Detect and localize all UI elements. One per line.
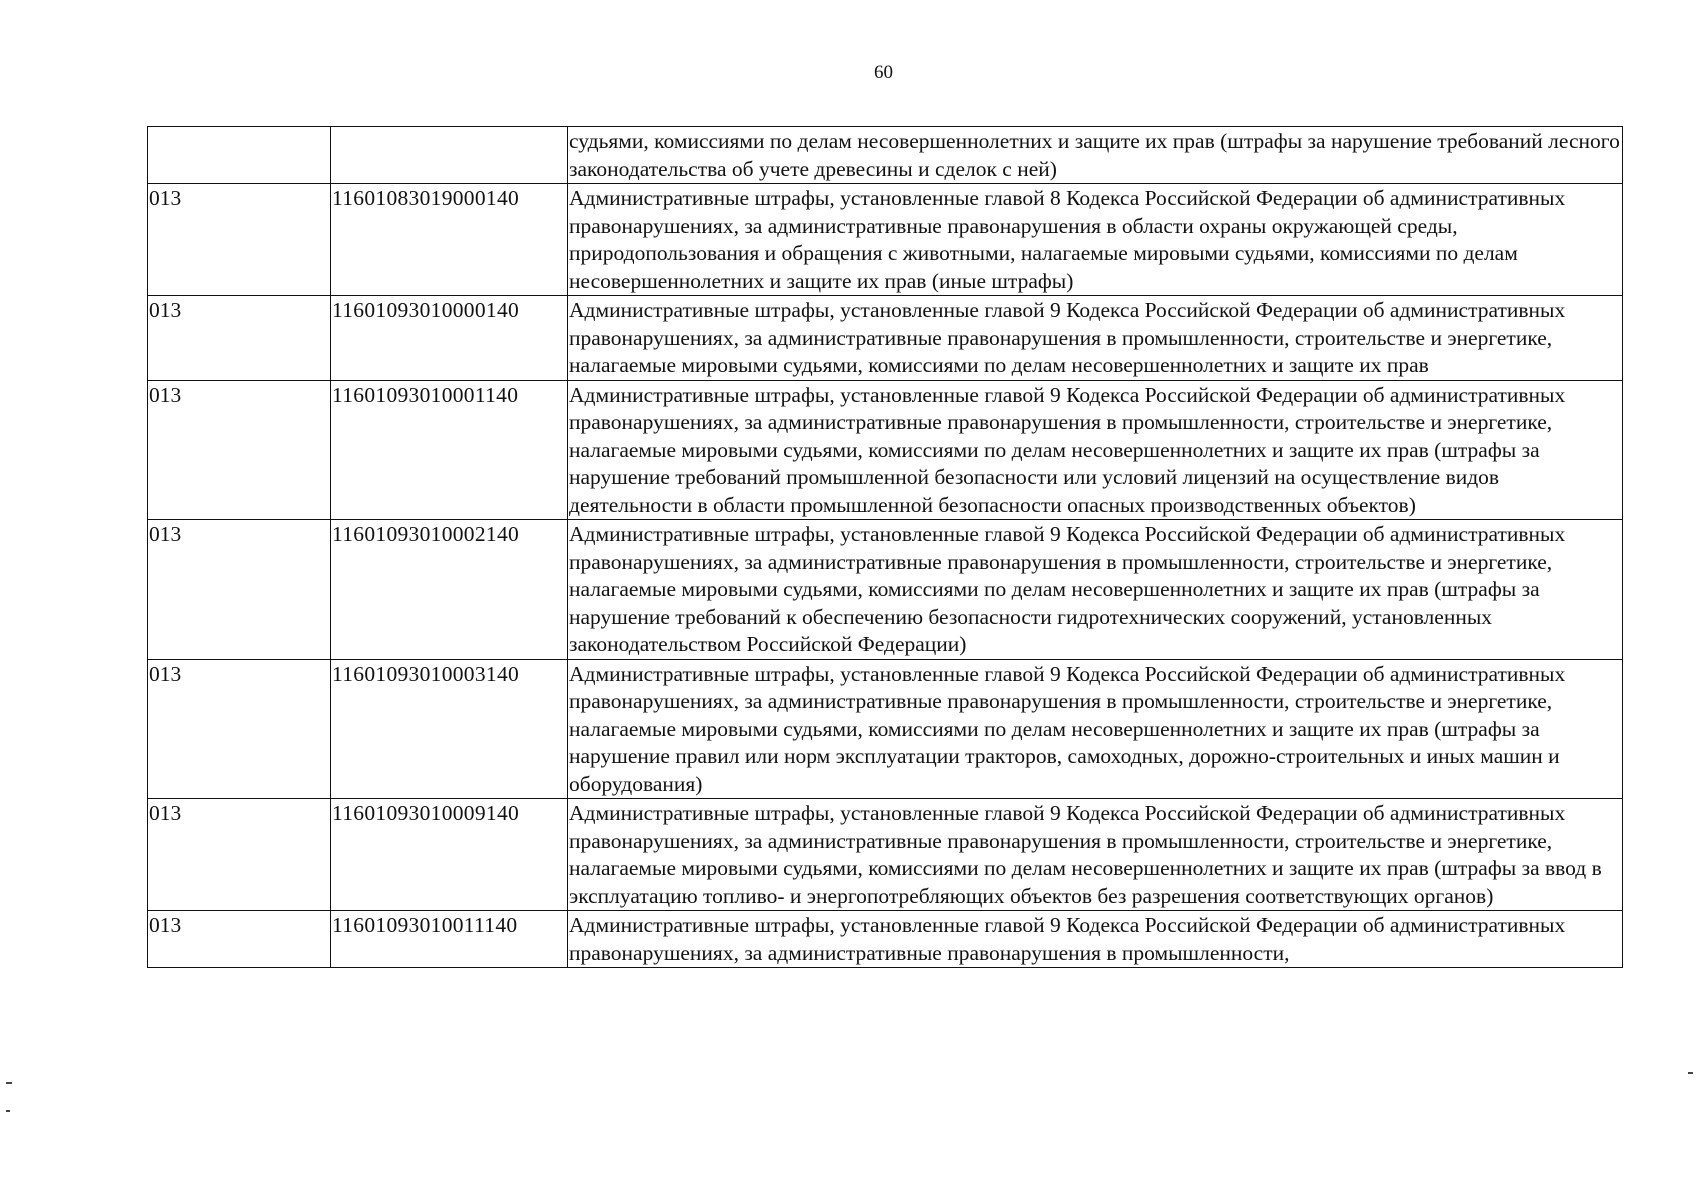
table-row [148,799,1623,911]
table-body [148,127,1623,968]
budget-code-cell: 11601093010001140 [331,380,568,520]
scan-margin-mark [6,1110,10,1112]
description-cell: Административные штрафы, установленные главой 9 Кодекса Российской Федерации об административных правонарушениях, за административные правонарушения в промышленности, строительстве и энергетике, налагаемые мировыми судьями, комиссиями по делам несовершеннолетних и защите их прав (штрафы за нарушение требований к обеспечению безопасности гидротехнических сооружений, установленных законодательством Российской Федерации) [568,520,1623,660]
admin-code-cell: 013 [148,184,331,296]
description-cell: Административные штрафы, установленные главой 9 Кодекса Российской Федерации об административных правонарушениях, за административные правонарушения в промышленности, строительстве и энергетике, налагаемые мировыми судьями, комиссиями по делам несовершеннолетних и защите их прав (штрафы за нарушение правил или норм эксплуатации тракторов, самоходных, дорожно-строительных и иных машин и оборудования) [568,659,1623,799]
page-number: 60 [874,62,893,83]
table-row [148,296,1623,381]
admin-code-cell: 013 [148,296,331,381]
table-row [148,520,1623,660]
admin-code-cell: 013 [148,911,331,968]
scan-margin-mark [6,1082,12,1084]
budget-code-cell: 11601083019000140 [331,184,568,296]
table-row [148,127,1623,184]
description-cell: судьями, комиссиями по делам несовершеннолетних и защите их прав (штрафы за нарушение требований лесного законодательства об учете древесины и сделок с ней) [568,127,1623,184]
table-row [148,184,1623,296]
table-row [148,380,1623,520]
description-cell: Административные штрафы, установленные главой 8 Кодекса Российской Федерации об административных правонарушениях, за административные правонарушения в области охраны окружающей среды, природопользования и обращения с животными, налагаемые мировыми судьями, комиссиями по делам несовершеннолетних и защите их прав (иные штрафы) [568,184,1623,296]
table-row [148,911,1623,968]
admin-code-cell: 013 [148,799,331,911]
budget-code-cell: 11601093010009140 [331,799,568,911]
description-cell: Административные штрафы, установленные главой 9 Кодекса Российской Федерации об административных правонарушениях, за административные правонарушения в промышленности, строительстве и энергетике, налагаемые мировыми судьями, комиссиями по делам несовершеннолетних и защите их прав (штрафы за ввод в эксплуатацию топливо- и энергопотребляющих объектов без разрешения соответствующих органов) [568,799,1623,911]
admin-code-cell: 013 [148,659,331,799]
table-row [148,659,1623,799]
budget-code-cell [331,127,568,184]
budget-code-cell: 11601093010000140 [331,296,568,381]
budget-code-cell: 11601093010003140 [331,659,568,799]
budget-code-cell: 11601093010011140 [331,911,568,968]
budget-code-cell: 11601093010002140 [331,520,568,660]
description-cell: Административные штрафы, установленные главой 9 Кодекса Российской Федерации об административных правонарушениях, за административные правонарушения в промышленности, строительстве и энергетике, налагаемые мировыми судьями, комиссиями по делам несовершеннолетних и защите их прав [568,296,1623,381]
description-cell: Административные штрафы, установленные главой 9 Кодекса Российской Федерации об административных правонарушениях, за административные правонарушения в промышленности, [568,911,1623,968]
scan-margin-mark [1688,1072,1693,1074]
budget-codes-table [147,126,1623,968]
description-cell: Административные штрафы, установленные главой 9 Кодекса Российской Федерации об административных правонарушениях, за административные правонарушения в промышленности, строительстве и энергетике, налагаемые мировыми судьями, комиссиями по делам несовершеннолетних и защите их прав (штрафы за нарушение требований промышленной безопасности или условий лицензий на осуществление видов деятельности в области промышленной безопасности опасных производственных объектов) [568,380,1623,520]
admin-code-cell: 013 [148,520,331,660]
admin-code-cell [148,127,331,184]
admin-code-cell: 013 [148,380,331,520]
